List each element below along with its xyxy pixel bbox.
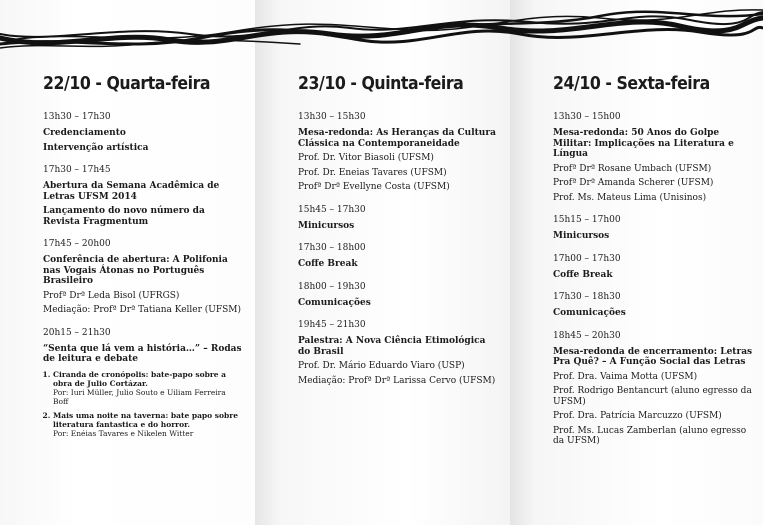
item-author: Por: Iuri Müller, Julio Souto e Uiliam Ferreira Boff <box>53 387 226 406</box>
time-slot: 15h45 – 17h30 <box>298 204 366 215</box>
schedule-block <box>43 165 243 227</box>
time-slot: 17h30 – 18h00 <box>298 243 366 253</box>
speaker: Prof. Dr. Eneias Tavares (UFSM) <box>298 167 447 178</box>
event-title: Mesa-redonda: As Heranças da Cultura Clássica na Contemporaneidade <box>298 128 496 149</box>
speaker: Mediação: Profª Drª Tatiana Keller (UFSM) <box>43 305 242 315</box>
event-title: Palestra: A Nova Ciência Etimológica do Brasil <box>298 336 486 357</box>
speaker: Prof. Dra. Vaima Motta (UFSM) <box>553 371 698 382</box>
reading-circle-list <box>43 370 243 438</box>
event-title: Comunicações <box>553 308 626 318</box>
time-slot: 13h30 – 17h30 <box>43 112 111 122</box>
item-title: Ciranda de cronópolis: bate-papo sobre a obra de Julio Cortázar. <box>53 369 227 388</box>
schedule-block <box>298 243 498 270</box>
schedule-block <box>298 320 498 386</box>
schedule-block <box>553 292 753 319</box>
speaker: Prof. Ms. Lucas Zamberlan (aluno egresso da UFSM) <box>553 425 747 446</box>
time-slot: 13h30 – 15h00 <box>553 112 621 122</box>
day-column-wednesday <box>43 74 243 450</box>
day-title: 23/10 - Quinta-feira <box>298 74 464 94</box>
speaker: Prof. Rodrigo Bentancurt (aluno egresso da UFSM) <box>553 386 752 407</box>
day-column-friday <box>553 74 753 459</box>
day-column-thursday <box>298 74 498 398</box>
event-title: Coffe Break <box>298 259 358 269</box>
speaker: Prof. Dr. Vitor Biasoli (UFSM) <box>298 153 434 163</box>
schedule-block <box>298 205 498 232</box>
item-title: Mais uma noite na taverna: bate papo sobre literatura fantastica e do horror. <box>53 410 238 429</box>
time-slot: 18h45 – 20h30 <box>553 330 621 341</box>
schedule-block <box>298 282 498 309</box>
event-title: Intervenção artística <box>43 142 149 153</box>
time-slot: 17h30 – 17h45 <box>43 165 111 175</box>
schedule-block <box>553 254 753 281</box>
event-title: Minicursos <box>553 231 610 241</box>
schedule-block <box>298 112 498 193</box>
item-author: Por: Enéias Tavares e Nikelen Witter <box>53 428 194 438</box>
schedule-block <box>43 328 243 438</box>
event-title: Conferência de abertura: A Polifonia nas Vogais Átonas no Português Brasileiro <box>43 255 228 286</box>
time-slot: 17h45 – 20h00 <box>43 239 111 249</box>
event-title: Credenciamento <box>43 128 126 138</box>
time-slot: 18h00 – 19h30 <box>298 281 366 292</box>
day-title: 24/10 - Sexta-feira <box>553 74 710 94</box>
event-title: Abertura da Semana Acadêmica de Letras UFSM 2014 <box>43 181 220 202</box>
time-slot: 17h30 – 18h30 <box>553 292 621 302</box>
schedule-block <box>553 215 753 242</box>
event-title: Comunicações <box>298 297 371 308</box>
event-title: Coffe Break <box>553 269 613 280</box>
schedule-block <box>553 331 753 447</box>
speaker: Profª Drª Amanda Scherer (UFSM) <box>553 178 714 188</box>
event-title: Mesa-redonda de encerramento: Letras Pra Quê? – A Função Social das Letras <box>553 346 753 367</box>
event-title: Lançamento do novo número da Revista Fragmentum <box>43 206 205 227</box>
time-slot: 20h15 – 21h30 <box>43 327 111 338</box>
event-title: Minicursos <box>298 220 355 231</box>
speaker: Prof. Ms. Mateus Lima (Unisinos) <box>553 192 707 203</box>
day-title: 22/10 - Quarta-feira <box>43 74 211 94</box>
time-slot: 13h30 – 15h30 <box>298 112 366 122</box>
time-slot: 19h45 – 21h30 <box>298 320 366 330</box>
schedule-block <box>43 112 243 153</box>
schedule-block <box>553 112 753 203</box>
time-slot: 15h15 – 17h00 <box>553 215 621 225</box>
time-slot: 17h00 – 17h30 <box>553 253 621 264</box>
speaker: Profª Drª Rosane Umbach (UFSM) <box>553 163 712 174</box>
brush-stroke-decoration <box>0 0 763 60</box>
speaker: Prof. Dr. Mário Eduardo Viaro (USP) <box>298 361 465 371</box>
list-item <box>53 411 243 438</box>
event-title: Mesa-redonda: 50 Anos do Golpe Militar: Implicações na Literatura e Língua <box>553 128 734 159</box>
speaker: Profª Drª Leda Bisol (UFRGS) <box>43 290 180 301</box>
speaker: Mediação: Profª Drª Larissa Cervo (UFSM) <box>298 375 496 386</box>
speaker: Profª Drª Evellyne Costa (UFSM) <box>298 182 450 192</box>
speaker: Prof. Dra. Patrícia Marcuzzo (UFSM) <box>553 411 722 421</box>
event-title: “Senta que lá vem a história…” – Rodas de leitura e debate <box>43 343 242 364</box>
list-item <box>53 370 243 406</box>
schedule-block <box>43 239 243 316</box>
